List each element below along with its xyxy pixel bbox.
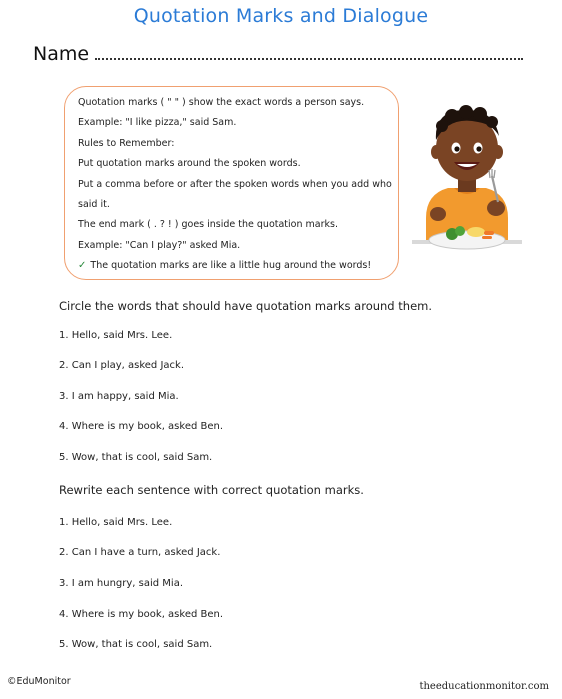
- tip-text: The quotation marks are like a little hug around the words!: [90, 260, 372, 272]
- website-link[interactable]: theeducationmonitor.com: [419, 681, 549, 692]
- info-line: Example: "Can I play?" asked Mia.: [78, 239, 241, 251]
- info-line: Put quotation marks around the spoken words.: [78, 158, 301, 170]
- rewrite-item[interactable]: 3. I am hungry, said Mia.: [59, 578, 183, 589]
- checkmark-icon: ✓: [78, 260, 87, 272]
- circle-item[interactable]: 2. Can I play, asked Jack.: [59, 360, 184, 371]
- name-dotted-line[interactable]: [95, 44, 523, 60]
- rewrite-item[interactable]: 4. Where is my book, asked Ben.: [59, 609, 224, 620]
- copyright-text: ©EduMonitor: [7, 676, 71, 687]
- name-label: Name: [33, 43, 90, 65]
- worksheet-title: Quotation Marks and Dialogue: [133, 5, 429, 27]
- info-line: said it.: [78, 198, 110, 210]
- name-field[interactable]: [33, 43, 523, 65]
- rewrite-item[interactable]: 5. Wow, that is cool, said Sam.: [59, 639, 213, 650]
- info-line: Rules to Remember:: [78, 137, 175, 149]
- info-line: The end mark ( . ? ! ) goes inside the quotation marks.: [78, 219, 338, 231]
- circle-item[interactable]: 5. Wow, that is cool, said Sam.: [59, 452, 213, 463]
- info-line: Quotation marks ( " " ) show the exact words a person says.: [78, 97, 365, 108]
- rewrite-item[interactable]: 2. Can I have a turn, asked Jack.: [59, 547, 221, 558]
- circle-item[interactable]: 4. Where is my book, asked Ben.: [59, 421, 224, 432]
- section1-instruction: Circle the words that should have quotation marks around them.: [59, 299, 432, 313]
- info-box: [64, 86, 399, 280]
- info-tip: [78, 256, 398, 276]
- boy-eating-illustration: [412, 90, 522, 260]
- info-line: Put a comma before or after the spoken words when you add who: [78, 178, 392, 190]
- section2-instruction: Rewrite each sentence with correct quotation marks.: [59, 483, 364, 497]
- rewrite-item[interactable]: 1. Hello, said Mrs. Lee.: [59, 517, 173, 528]
- circle-item[interactable]: 1. Hello, said Mrs. Lee.: [59, 330, 173, 341]
- circle-item[interactable]: 3. I am happy, said Mia.: [59, 391, 179, 402]
- info-line: Example: "I like pizza," said Sam.: [78, 117, 237, 129]
